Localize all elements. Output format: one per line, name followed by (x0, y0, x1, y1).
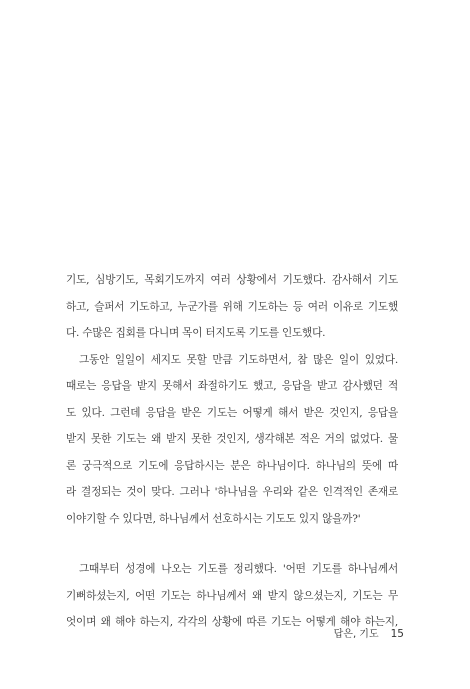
running-title: 답은, 기도 (333, 629, 379, 640)
text-line: 도 있다. 그런데 응답을 받은 기도는 어떻게 해서 받은 것인지, 응답을 (66, 406, 398, 419)
text-line: 다. 수많은 집회를 다니며 목이 터지도록 기도를 인도했다. (66, 327, 326, 339)
text-line: 기뻐하셨는지, 어떤 기도는 하나님께서 왜 받지 않으셨는지, 기도는 무 (66, 589, 398, 602)
page-footer (334, 625, 404, 640)
text-line: 그때부터 성경에 나오는 기도를 정리했다. '어떤 기도를 하나님께서 (79, 563, 398, 575)
text-line: 기도, 심방기도, 목회기도까지 여러 상황에서 기도했다. 감사해서 기도 (66, 274, 398, 286)
text-line: 엇이며 왜 해야 하는지, 각각의 상황에 따른 기도는 어떻게 해야 하는지, (66, 616, 398, 628)
paragraph-1 (66, 267, 398, 347)
paragraph-2 (66, 347, 398, 533)
page-number: 15 (390, 628, 404, 640)
text-line: 이야기할 수 있다면, 하나님께서 선호하시는 기도도 있지 않을까?' (66, 512, 361, 525)
text-line: 론 궁극적으로 기도에 응답하시는 분은 하나님이다. 하나님의 뜻에 따 (66, 459, 398, 472)
paragraph-gap (66, 532, 398, 556)
text-line: 라 결정되는 것이 맞다. 그러나 '하나님을 우리와 같은 인격적인 존재로 (66, 486, 398, 498)
text-line: 받지 못한 기도는 왜 받지 못한 것인지, 생각해본 적은 거의 없었다. 물 (66, 433, 398, 445)
text-line: 그동안 일일이 세지도 못할 만큼 기도하면서, 참 많은 일이 있었다. (79, 353, 398, 366)
text-line: 하고, 슬퍼서 기도하고, 누군가를 위해 기도하는 등 여러 이유로 기도했 (66, 300, 398, 313)
body-text (66, 267, 398, 636)
text-line: 때로는 응답을 받지 못해서 좌절하기도 했고, 응답을 받고 감사했던 적 (66, 380, 398, 392)
paragraph-3 (66, 556, 398, 636)
